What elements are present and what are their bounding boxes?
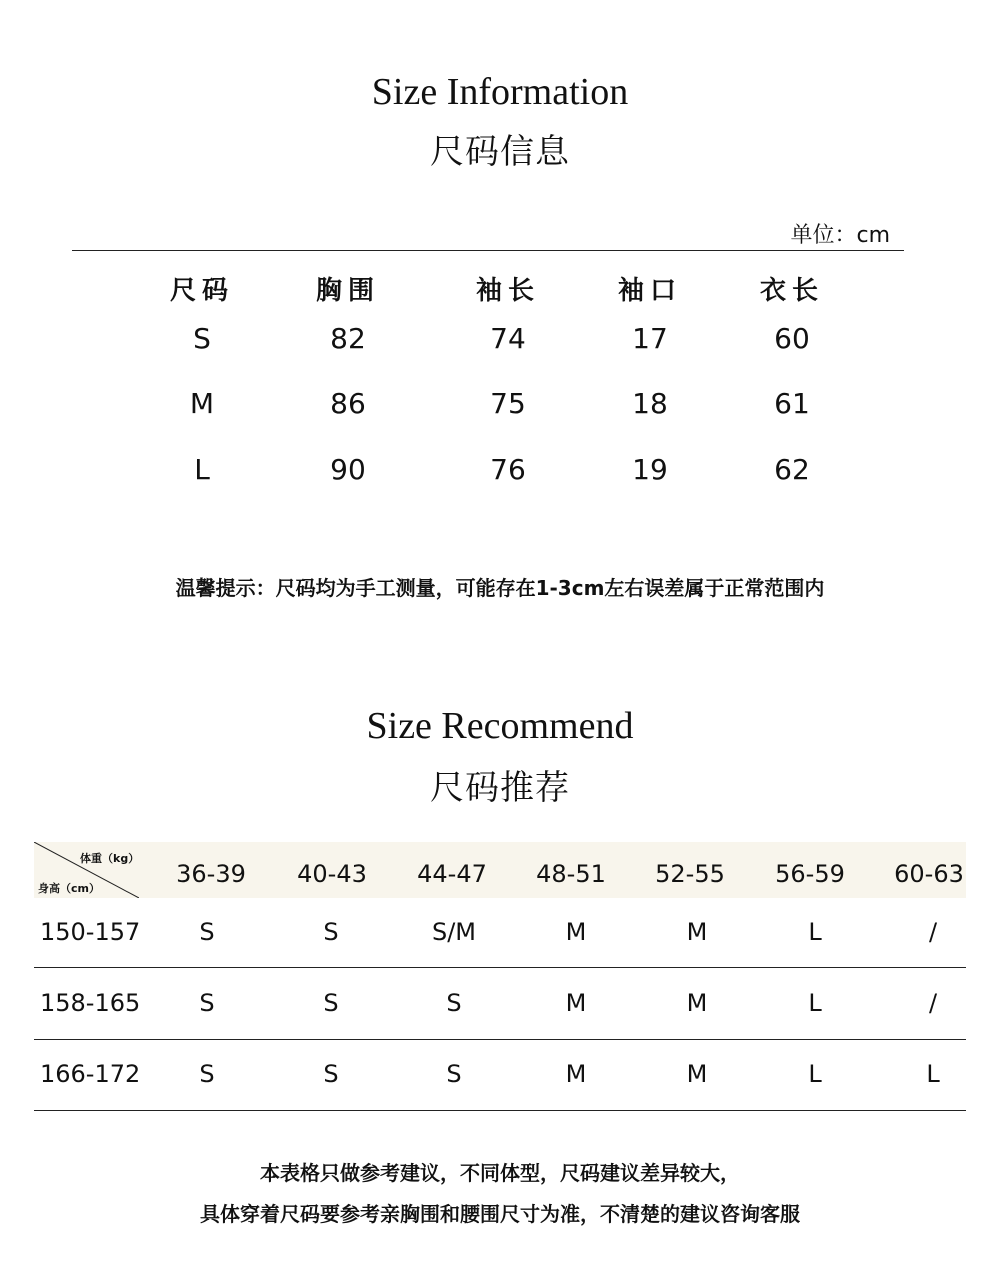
size-info-title-en: Size Information — [371, 71, 629, 113]
height-range: 150-157 — [40, 918, 141, 946]
cell-sleeve-length: 75 — [490, 387, 526, 420]
size-cell: S — [446, 989, 462, 1017]
header-chest: 胸围 — [315, 276, 380, 306]
cell-chest: 82 — [330, 322, 366, 355]
row-divider — [34, 967, 966, 968]
cell-cuff: 18 — [632, 387, 668, 420]
measurement-note: 温馨提示：尺码均为手工测量，可能存在1-3cm左右误差属于正常范围内 — [175, 576, 825, 600]
size-cell: L — [926, 1060, 940, 1088]
cell-cuff: 17 — [632, 322, 668, 355]
corner-height-label: 身高（cm） — [38, 882, 100, 895]
size-cell: S — [199, 1060, 215, 1088]
weight-header: 56-59 — [775, 860, 845, 888]
size-cell: / — [928, 989, 938, 1017]
size-cell: M — [565, 1060, 587, 1088]
size-cell: S — [199, 989, 215, 1017]
row-divider — [34, 1110, 966, 1111]
header-divider — [72, 250, 904, 251]
header-sleeve-length: 袖长 — [475, 276, 540, 306]
size-info-header-row — [72, 270, 904, 320]
weight-header: 48-51 — [536, 860, 606, 888]
size-cell: / — [928, 918, 938, 946]
header-length: 衣长 — [759, 276, 824, 306]
cell-chest: 86 — [330, 387, 366, 420]
size-cell: M — [686, 989, 708, 1017]
weight-header: 44-47 — [417, 860, 487, 888]
weight-header: 40-43 — [297, 860, 367, 888]
weight-header: 52-55 — [655, 860, 725, 888]
size-cell: M — [565, 918, 587, 946]
height-range: 166-172 — [40, 1060, 141, 1088]
height-range: 158-165 — [40, 989, 141, 1017]
cell-size: L — [194, 453, 210, 486]
table-row — [34, 971, 966, 1041]
cell-sleeve-length: 74 — [490, 322, 526, 355]
size-cell: S — [323, 989, 339, 1017]
header-size: 尺码 — [169, 276, 234, 306]
size-info-title-cn: 尺码信息 — [430, 132, 570, 172]
size-cell: S — [446, 1060, 462, 1088]
cell-length: 62 — [774, 453, 810, 486]
size-cell: S — [199, 918, 215, 946]
cell-size: M — [189, 387, 215, 420]
size-cell: L — [808, 1060, 822, 1088]
size-info-row — [72, 387, 904, 437]
header-cuff: 袖口 — [617, 276, 682, 306]
size-cell: M — [565, 989, 587, 1017]
cell-length: 61 — [774, 387, 810, 420]
size-rec-title-cn: 尺码推荐 — [430, 768, 570, 808]
size-cell: S — [323, 1060, 339, 1088]
size-info-row — [72, 453, 904, 503]
size-cell: L — [808, 918, 822, 946]
size-cell: M — [686, 918, 708, 946]
cell-length: 60 — [774, 322, 810, 355]
weight-header: 60-63 — [894, 860, 964, 888]
weight-header: 36-39 — [176, 860, 246, 888]
size-cell: S/M — [431, 918, 477, 946]
size-info-row — [72, 322, 904, 372]
size-rec-title-en: Size Recommend — [366, 705, 634, 747]
unit-label: 单位：cm — [790, 223, 890, 248]
recommend-note-line1: 本表格只做参考建议，不同体型，尺码建议差异较大， — [260, 1161, 740, 1185]
cell-size: S — [193, 322, 211, 355]
size-cell: M — [686, 1060, 708, 1088]
recommend-note-line2: 具体穿着尺码要参考亲胸围和腰围尺寸为准，不清楚的建议咨询客服 — [200, 1202, 800, 1226]
table-row — [34, 900, 966, 970]
cell-sleeve-length: 76 — [490, 453, 526, 486]
size-cell: S — [323, 918, 339, 946]
size-cell: L — [808, 989, 822, 1017]
cell-chest: 90 — [330, 453, 366, 486]
row-divider — [34, 1039, 966, 1040]
corner-weight-label: 体重（kg） — [80, 852, 140, 865]
table-row — [34, 1042, 966, 1112]
cell-cuff: 19 — [632, 453, 668, 486]
